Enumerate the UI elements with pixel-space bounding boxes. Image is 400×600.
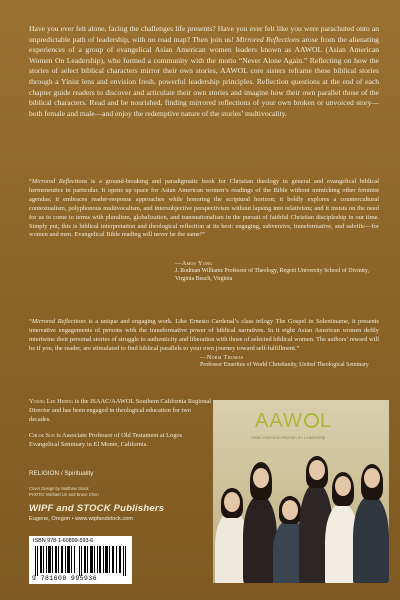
author-group-photo <box>213 400 389 583</box>
review-2-text: is a unique and engaging work. Like Ernesto Cardenal’s class trilogy The Gospel in Solentiname, it presents innovative engagements of persons with the transformative power of biblical narratives. In it eight Asian American women deftly intertwine their personal stories of struggle to authenticity and liberation with those of selected biblical women. The authors’ reward will be if you, the reader, are stimulated to find biblical parallels to your own journey toward self-fulfillment.” <box>29 318 379 352</box>
author-1-bio-text: is the ISAAC/AAWOL Southern California Regional Director and has been engaged in theological education for two decades. <box>29 398 212 423</box>
credits <box>29 486 99 498</box>
person-silhouette <box>243 496 277 583</box>
review-2-affiliation: Professor Emeritus of World Christianity, United Theological Seminary <box>200 362 369 369</box>
author-bio-1 <box>29 398 212 425</box>
review-2-book-title: Mirrored Reflections <box>31 318 87 325</box>
person-face <box>309 460 325 480</box>
author-2-name: Chloe Sun <box>29 432 55 439</box>
author-2-bio-text: is Associate Professor of Old Testament at Logos Evangelical Seminary in El Monte, California. <box>29 432 183 448</box>
review-1-author: —Amos Yong <box>175 260 213 267</box>
review-1-affiliation: J. Rodman Williams Professor of Theology, Regent University School of Divinity, Virginia Beach, Virginia <box>175 268 369 282</box>
blurb-body: arose from the alienating experiences of a group of evangelical Asian American women leaders known as AAWOL (Asian American Women On Leadership), who formed a community with the motto “Never Alone Again.” Reflecting on how the stories of select biblical characters mirror their own stories, AAWOL core sisters reframe these biblical stories through a Yinist lens and envision fresh, powerful leadership principles. Reflection questions at the end of each chapter guide readers to discover and articulate their own stories and imagine how their own parallel those of the biblical characters. Read and be nourished, finding mirrored reflections of your own broken or unvoiced story—both female and male—and enjoy the redemptive nature of the stories’ multivocality. <box>29 34 379 118</box>
review-1 <box>29 178 379 240</box>
aawol-logo: AAW L <box>255 410 332 432</box>
review-2-attribution <box>200 354 385 370</box>
isbn-label: ISBN 978-1-60899-593-6 <box>33 538 94 544</box>
author-bio-2 <box>29 432 212 450</box>
person-face <box>282 500 298 520</box>
review-1-attribution <box>175 260 385 283</box>
review-2-open-quote: “ <box>29 318 32 325</box>
blurb-book-title: Mirrored Reflections <box>235 34 300 44</box>
barcode-bars-icon <box>35 546 127 576</box>
photo-credit: PHOTO: Michael Lin and Bruce Chen <box>29 492 99 497</box>
review-2-author: —Norm Thomas <box>200 354 244 361</box>
publisher-location: Eugene, Oregon • www.wipfandstock.com <box>29 516 133 522</box>
category-label: RELIGION / Spirituality <box>29 470 94 477</box>
review-1-open-quote: “ <box>29 178 32 185</box>
barcode <box>29 536 132 584</box>
barcode-number: 9 781608 995936 <box>32 575 98 582</box>
logo-circle-icon <box>304 413 319 428</box>
person-silhouette <box>353 496 389 583</box>
cover-blurb <box>29 24 379 119</box>
person-face <box>253 468 269 488</box>
cover-design-credit: Cover Design by Matthew Stock <box>29 486 89 491</box>
review-1-book-title: Mirrored Reflections <box>31 178 88 185</box>
review-2 <box>29 318 379 354</box>
person-face <box>335 476 351 496</box>
review-1-text: is a ground-breaking and paradigmatic book for Christian theology in general and evangelical biblical hermeneutics in particular. It opens up space for Asian American women’s readings of the Bible without mimicking other feminist agendas; it embraces reader-response approaches while honoring the scriptural horizon; it boldly explores a countercultural contextualism, polyphonous multivocalism, and intersubjective perspectivism without lapsing into relativism; and it insists on the need for us to come to terms with pluralism, globalization, and transnationalism in the pursuit of faithful Christian discipleship in our time. Simply put, this is biblical interpretation and theological reflection at its best: engaging, subversive, transformative, and salvific—for women and men. Evangelical Bible reading will never be the same!” <box>29 178 379 239</box>
aawol-logo-subtitle: Asian American Women on Leadership <box>251 435 326 440</box>
author-1-name: Young Lee Hertig <box>29 398 74 405</box>
blurb-intro: Have you ever felt alone, facing the challenges life presents? Have you ever felt like you were parachuted onto an unpredictable path of leadership, with no road map? Then join us! <box>29 24 379 44</box>
person-face <box>224 492 240 512</box>
person-face <box>364 468 380 488</box>
publisher-name: WIPF and STOCK Publishers <box>29 503 165 514</box>
